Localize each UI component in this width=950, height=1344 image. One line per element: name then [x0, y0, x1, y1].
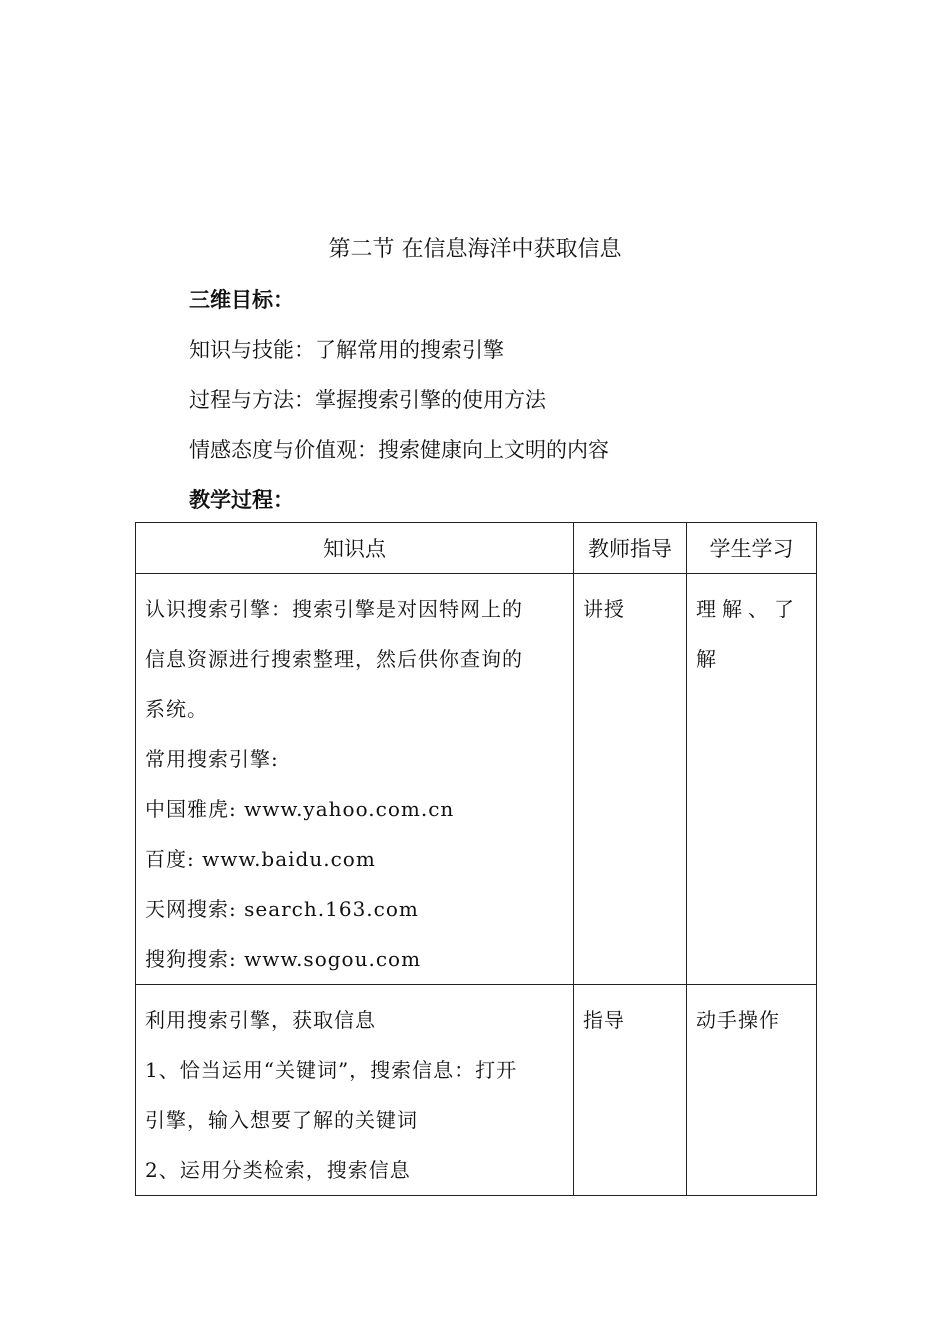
objective-process-methods: 过程与方法：掌握搜索引擎的使用方法	[189, 388, 546, 412]
student-learning-text: 理解、了	[696, 597, 800, 621]
knowledge-line: 2、运用分类检索，搜索信息	[145, 1158, 411, 1182]
student-learning-text: 解	[696, 647, 717, 671]
knowledge-line: 引擎，输入想要了解的关键词	[145, 1108, 418, 1132]
table-row	[136, 574, 817, 985]
student-learning-text: 动手操作	[696, 1008, 780, 1032]
knowledge-cell	[136, 574, 574, 985]
knowledge-line: 利用搜索引擎，获取信息	[145, 1008, 376, 1032]
objective-attitude-values: 情感态度与价值观：搜索健康向上文明的内容	[189, 438, 609, 462]
knowledge-line: 1、恰当运用“关键词”，搜索信息：打开	[145, 1058, 518, 1082]
header-student-learning: 学生学习	[687, 523, 817, 574]
table-header-row	[136, 523, 817, 574]
search-engine-tianwang: 天网搜索: search.163.com	[145, 897, 419, 921]
search-engine-baidu: 百度: www.baidu.com	[145, 847, 376, 871]
page-title: 第二节 在信息海洋中获取信息	[328, 237, 622, 262]
knowledge-line: 认识搜索引擎：搜索引擎是对因特网上的	[145, 597, 523, 621]
teaching-process-table	[135, 522, 817, 1196]
knowledge-line: 常用搜索引擎:	[145, 747, 279, 771]
knowledge-cell	[136, 985, 574, 1196]
student-cell	[687, 985, 817, 1196]
student-cell	[687, 574, 817, 985]
header-teacher-guidance: 教师指导	[574, 523, 687, 574]
knowledge-line: 信息资源进行搜索整理，然后供你查询的	[145, 647, 523, 671]
teacher-guidance-text: 讲授	[583, 597, 625, 621]
process-heading: 教学过程：	[189, 488, 294, 512]
knowledge-line: 系统。	[145, 697, 208, 721]
objectives-heading: 三维目标：	[189, 288, 294, 312]
teacher-guidance-text: 指导	[583, 1008, 625, 1032]
search-engine-sogou: 搜狗搜索: www.sogou.com	[145, 947, 422, 971]
teacher-cell	[574, 574, 687, 985]
objective-knowledge-skills: 知识与技能：了解常用的搜索引擎	[189, 338, 504, 362]
header-knowledge-point: 知识点	[136, 523, 574, 574]
teacher-cell	[574, 985, 687, 1196]
search-engine-yahoo: 中国雅虎: www.yahoo.com.cn	[145, 797, 455, 821]
table-row	[136, 985, 817, 1196]
